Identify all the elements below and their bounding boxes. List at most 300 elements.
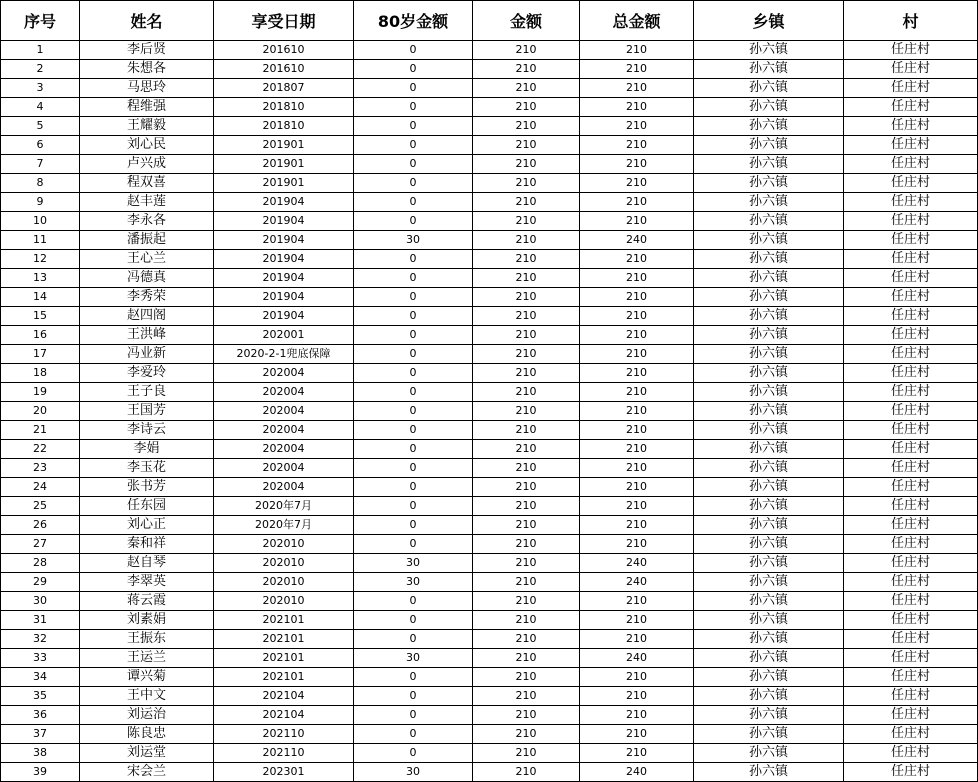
cell-start-date: 202101 xyxy=(214,630,354,649)
cell-age80-amount: 0 xyxy=(354,345,473,364)
cell-total-amount: 240 xyxy=(580,573,694,592)
cell-village: 任庄村 xyxy=(844,611,978,630)
cell-township: 孙六镇 xyxy=(694,630,844,649)
cell-age80-amount: 0 xyxy=(354,687,473,706)
cell-township: 孙六镇 xyxy=(694,364,844,383)
cell-village: 任庄村 xyxy=(844,516,978,535)
cell-total-amount: 210 xyxy=(580,611,694,630)
cell-amount: 210 xyxy=(473,117,580,136)
cell-start-date: 201904 xyxy=(214,212,354,231)
cell-start-date: 202101 xyxy=(214,649,354,668)
table-row xyxy=(1,725,978,744)
cell-township: 孙六镇 xyxy=(694,60,844,79)
cell-amount: 210 xyxy=(473,516,580,535)
cell-age80-amount: 0 xyxy=(354,459,473,478)
cell-age80-amount: 0 xyxy=(354,155,473,174)
header-cell-index: 序号 xyxy=(1,1,80,41)
cell-age80-amount: 0 xyxy=(354,136,473,155)
cell-amount: 210 xyxy=(473,459,580,478)
cell-township: 孙六镇 xyxy=(694,231,844,250)
cell-township: 孙六镇 xyxy=(694,554,844,573)
cell-name: 朱想各 xyxy=(80,60,214,79)
cell-township: 孙六镇 xyxy=(694,687,844,706)
cell-name: 刘运堂 xyxy=(80,744,214,763)
cell-amount: 210 xyxy=(473,60,580,79)
cell-index: 7 xyxy=(1,155,80,174)
cell-total-amount: 240 xyxy=(580,763,694,782)
cell-township: 孙六镇 xyxy=(694,516,844,535)
cell-amount: 210 xyxy=(473,307,580,326)
cell-township: 孙六镇 xyxy=(694,288,844,307)
table-row xyxy=(1,174,978,193)
cell-township: 孙六镇 xyxy=(694,497,844,516)
cell-age80-amount: 0 xyxy=(354,383,473,402)
cell-township: 孙六镇 xyxy=(694,478,844,497)
cell-start-date: 202004 xyxy=(214,383,354,402)
table-body xyxy=(1,41,978,782)
cell-total-amount: 210 xyxy=(580,174,694,193)
cell-total-amount: 210 xyxy=(580,383,694,402)
cell-village: 任庄村 xyxy=(844,79,978,98)
cell-amount: 210 xyxy=(473,706,580,725)
cell-name: 王振东 xyxy=(80,630,214,649)
cell-start-date: 201901 xyxy=(214,174,354,193)
cell-amount: 210 xyxy=(473,193,580,212)
cell-name: 李后贤 xyxy=(80,41,214,60)
table-row xyxy=(1,630,978,649)
cell-index: 27 xyxy=(1,535,80,554)
cell-village: 任庄村 xyxy=(844,649,978,668)
cell-township: 孙六镇 xyxy=(694,98,844,117)
cell-village: 任庄村 xyxy=(844,250,978,269)
cell-township: 孙六镇 xyxy=(694,117,844,136)
cell-name: 王子良 xyxy=(80,383,214,402)
table-row xyxy=(1,60,978,79)
cell-age80-amount: 0 xyxy=(354,440,473,459)
cell-age80-amount: 0 xyxy=(354,630,473,649)
cell-amount: 210 xyxy=(473,421,580,440)
cell-village: 任庄村 xyxy=(844,326,978,345)
cell-village: 任庄村 xyxy=(844,744,978,763)
cell-village: 任庄村 xyxy=(844,573,978,592)
header-cell-name: 姓名 xyxy=(80,1,214,41)
header-cell-start-date: 享受日期 xyxy=(214,1,354,41)
cell-age80-amount: 0 xyxy=(354,117,473,136)
cell-index: 32 xyxy=(1,630,80,649)
cell-age80-amount: 0 xyxy=(354,668,473,687)
cell-amount: 210 xyxy=(473,231,580,250)
table-row xyxy=(1,269,978,288)
cell-index: 23 xyxy=(1,459,80,478)
cell-name: 刘运治 xyxy=(80,706,214,725)
cell-start-date: 202101 xyxy=(214,668,354,687)
cell-total-amount: 210 xyxy=(580,288,694,307)
cell-township: 孙六镇 xyxy=(694,345,844,364)
cell-name: 谭兴菊 xyxy=(80,668,214,687)
cell-name: 赵自琴 xyxy=(80,554,214,573)
table-row xyxy=(1,516,978,535)
cell-age80-amount: 0 xyxy=(354,269,473,288)
cell-township: 孙六镇 xyxy=(694,535,844,554)
cell-total-amount: 210 xyxy=(580,79,694,98)
cell-age80-amount: 0 xyxy=(354,307,473,326)
cell-total-amount: 210 xyxy=(580,535,694,554)
cell-amount: 210 xyxy=(473,573,580,592)
cell-index: 5 xyxy=(1,117,80,136)
cell-township: 孙六镇 xyxy=(694,383,844,402)
cell-amount: 210 xyxy=(473,136,580,155)
table-row xyxy=(1,649,978,668)
cell-total-amount: 210 xyxy=(580,421,694,440)
cell-index: 4 xyxy=(1,98,80,117)
cell-start-date: 202004 xyxy=(214,478,354,497)
cell-age80-amount: 0 xyxy=(354,497,473,516)
cell-start-date: 2020年7月 xyxy=(214,497,354,516)
cell-start-date: 201904 xyxy=(214,269,354,288)
cell-amount: 210 xyxy=(473,174,580,193)
cell-name: 赵丰莲 xyxy=(80,193,214,212)
cell-township: 孙六镇 xyxy=(694,611,844,630)
table-row xyxy=(1,41,978,60)
cell-age80-amount: 0 xyxy=(354,98,473,117)
table-row xyxy=(1,383,978,402)
cell-index: 25 xyxy=(1,497,80,516)
cell-index: 34 xyxy=(1,668,80,687)
cell-age80-amount: 30 xyxy=(354,573,473,592)
cell-name: 李娟 xyxy=(80,440,214,459)
cell-village: 任庄村 xyxy=(844,288,978,307)
table-row xyxy=(1,611,978,630)
cell-total-amount: 240 xyxy=(580,231,694,250)
cell-amount: 210 xyxy=(473,535,580,554)
cell-township: 孙六镇 xyxy=(694,440,844,459)
table-row xyxy=(1,706,978,725)
cell-start-date: 202004 xyxy=(214,364,354,383)
cell-village: 任庄村 xyxy=(844,725,978,744)
cell-total-amount: 240 xyxy=(580,649,694,668)
cell-township: 孙六镇 xyxy=(694,763,844,782)
cell-township: 孙六镇 xyxy=(694,79,844,98)
cell-index: 31 xyxy=(1,611,80,630)
cell-name: 冯业新 xyxy=(80,345,214,364)
cell-start-date: 202004 xyxy=(214,402,354,421)
cell-name: 刘心正 xyxy=(80,516,214,535)
cell-index: 11 xyxy=(1,231,80,250)
table-row xyxy=(1,326,978,345)
table-row xyxy=(1,687,978,706)
table-row xyxy=(1,668,978,687)
cell-township: 孙六镇 xyxy=(694,744,844,763)
cell-name: 程双喜 xyxy=(80,174,214,193)
cell-name: 李诗云 xyxy=(80,421,214,440)
cell-village: 任庄村 xyxy=(844,269,978,288)
cell-village: 任庄村 xyxy=(844,630,978,649)
table-row xyxy=(1,592,978,611)
table-row xyxy=(1,345,978,364)
cell-name: 张书芳 xyxy=(80,478,214,497)
cell-total-amount: 210 xyxy=(580,250,694,269)
header-row xyxy=(1,1,978,41)
cell-amount: 210 xyxy=(473,668,580,687)
cell-amount: 210 xyxy=(473,383,580,402)
cell-name: 蒋云霞 xyxy=(80,592,214,611)
cell-index: 19 xyxy=(1,383,80,402)
cell-start-date: 201901 xyxy=(214,136,354,155)
table-header xyxy=(1,1,978,41)
cell-age80-amount: 30 xyxy=(354,554,473,573)
cell-name: 王中文 xyxy=(80,687,214,706)
cell-township: 孙六镇 xyxy=(694,269,844,288)
cell-start-date: 2020年7月 xyxy=(214,516,354,535)
cell-index: 10 xyxy=(1,212,80,231)
cell-village: 任庄村 xyxy=(844,497,978,516)
cell-index: 24 xyxy=(1,478,80,497)
cell-total-amount: 210 xyxy=(580,440,694,459)
table-row xyxy=(1,250,978,269)
cell-name: 王国芳 xyxy=(80,402,214,421)
cell-village: 任庄村 xyxy=(844,174,978,193)
cell-start-date: 201610 xyxy=(214,41,354,60)
cell-age80-amount: 0 xyxy=(354,41,473,60)
cell-amount: 210 xyxy=(473,687,580,706)
table-row xyxy=(1,478,978,497)
cell-amount: 210 xyxy=(473,592,580,611)
cell-village: 任庄村 xyxy=(844,763,978,782)
cell-age80-amount: 0 xyxy=(354,402,473,421)
cell-age80-amount: 0 xyxy=(354,592,473,611)
cell-amount: 210 xyxy=(473,364,580,383)
table-row xyxy=(1,136,978,155)
cell-amount: 210 xyxy=(473,630,580,649)
cell-start-date: 202110 xyxy=(214,725,354,744)
cell-village: 任庄村 xyxy=(844,98,978,117)
cell-age80-amount: 0 xyxy=(354,421,473,440)
cell-name: 任东园 xyxy=(80,497,214,516)
cell-name: 程维强 xyxy=(80,98,214,117)
cell-index: 21 xyxy=(1,421,80,440)
cell-total-amount: 210 xyxy=(580,269,694,288)
cell-township: 孙六镇 xyxy=(694,573,844,592)
cell-index: 2 xyxy=(1,60,80,79)
cell-start-date: 201904 xyxy=(214,250,354,269)
cell-township: 孙六镇 xyxy=(694,592,844,611)
cell-start-date: 202010 xyxy=(214,535,354,554)
cell-amount: 210 xyxy=(473,345,580,364)
cell-age80-amount: 0 xyxy=(354,516,473,535)
cell-name: 李翠英 xyxy=(80,573,214,592)
table-row xyxy=(1,155,978,174)
cell-total-amount: 210 xyxy=(580,193,694,212)
cell-name: 秦和祥 xyxy=(80,535,214,554)
cell-name: 赵四阁 xyxy=(80,307,214,326)
cell-amount: 210 xyxy=(473,497,580,516)
cell-index: 8 xyxy=(1,174,80,193)
cell-amount: 210 xyxy=(473,98,580,117)
cell-total-amount: 210 xyxy=(580,136,694,155)
cell-name: 冯德真 xyxy=(80,269,214,288)
cell-name: 卢兴成 xyxy=(80,155,214,174)
cell-start-date: 202110 xyxy=(214,744,354,763)
cell-index: 38 xyxy=(1,744,80,763)
cell-township: 孙六镇 xyxy=(694,459,844,478)
cell-total-amount: 210 xyxy=(580,345,694,364)
table-row xyxy=(1,554,978,573)
cell-index: 6 xyxy=(1,136,80,155)
header-cell-amount: 金额 xyxy=(473,1,580,41)
cell-age80-amount: 0 xyxy=(354,535,473,554)
header-cell-village: 村 xyxy=(844,1,978,41)
cell-township: 孙六镇 xyxy=(694,307,844,326)
cell-age80-amount: 0 xyxy=(354,725,473,744)
cell-index: 12 xyxy=(1,250,80,269)
cell-total-amount: 210 xyxy=(580,516,694,535)
cell-index: 18 xyxy=(1,364,80,383)
table-row xyxy=(1,440,978,459)
header-cell-age80-amount: 80岁金额 xyxy=(354,1,473,41)
cell-index: 36 xyxy=(1,706,80,725)
cell-start-date: 202010 xyxy=(214,554,354,573)
cell-start-date: 202004 xyxy=(214,421,354,440)
cell-township: 孙六镇 xyxy=(694,193,844,212)
cell-total-amount: 210 xyxy=(580,212,694,231)
cell-total-amount: 210 xyxy=(580,687,694,706)
cell-age80-amount: 0 xyxy=(354,744,473,763)
cell-age80-amount: 30 xyxy=(354,763,473,782)
cell-start-date: 202101 xyxy=(214,611,354,630)
cell-village: 任庄村 xyxy=(844,440,978,459)
cell-index: 39 xyxy=(1,763,80,782)
cell-village: 任庄村 xyxy=(844,687,978,706)
cell-amount: 210 xyxy=(473,155,580,174)
table-row xyxy=(1,744,978,763)
cell-village: 任庄村 xyxy=(844,60,978,79)
cell-age80-amount: 30 xyxy=(354,649,473,668)
cell-start-date: 201810 xyxy=(214,98,354,117)
cell-village: 任庄村 xyxy=(844,41,978,60)
cell-index: 16 xyxy=(1,326,80,345)
cell-amount: 210 xyxy=(473,326,580,345)
table-row xyxy=(1,535,978,554)
cell-total-amount: 210 xyxy=(580,155,694,174)
cell-village: 任庄村 xyxy=(844,231,978,250)
header-cell-total-amount: 总金额 xyxy=(580,1,694,41)
cell-start-date: 202010 xyxy=(214,573,354,592)
cell-age80-amount: 0 xyxy=(354,174,473,193)
cell-township: 孙六镇 xyxy=(694,41,844,60)
cell-township: 孙六镇 xyxy=(694,706,844,725)
cell-age80-amount: 0 xyxy=(354,364,473,383)
cell-township: 孙六镇 xyxy=(694,155,844,174)
cell-total-amount: 210 xyxy=(580,706,694,725)
cell-village: 任庄村 xyxy=(844,212,978,231)
cell-total-amount: 210 xyxy=(580,725,694,744)
cell-village: 任庄村 xyxy=(844,592,978,611)
cell-name: 刘心民 xyxy=(80,136,214,155)
table-row xyxy=(1,193,978,212)
cell-name: 李爱玲 xyxy=(80,364,214,383)
table-row xyxy=(1,117,978,136)
cell-start-date: 202004 xyxy=(214,440,354,459)
cell-start-date: 201904 xyxy=(214,307,354,326)
cell-start-date: 202301 xyxy=(214,763,354,782)
cell-index: 14 xyxy=(1,288,80,307)
cell-village: 任庄村 xyxy=(844,345,978,364)
cell-name: 马思玲 xyxy=(80,79,214,98)
cell-name: 王洪峰 xyxy=(80,326,214,345)
cell-age80-amount: 0 xyxy=(354,288,473,307)
cell-amount: 210 xyxy=(473,288,580,307)
cell-start-date: 202004 xyxy=(214,459,354,478)
cell-total-amount: 210 xyxy=(580,98,694,117)
cell-total-amount: 210 xyxy=(580,326,694,345)
table-row xyxy=(1,288,978,307)
cell-age80-amount: 0 xyxy=(354,478,473,497)
cell-name: 宋会兰 xyxy=(80,763,214,782)
cell-village: 任庄村 xyxy=(844,554,978,573)
cell-amount: 210 xyxy=(473,611,580,630)
table-row xyxy=(1,212,978,231)
cell-township: 孙六镇 xyxy=(694,250,844,269)
cell-name: 潘振起 xyxy=(80,231,214,250)
header-cell-township: 乡镇 xyxy=(694,1,844,41)
cell-township: 孙六镇 xyxy=(694,326,844,345)
cell-total-amount: 210 xyxy=(580,307,694,326)
cell-total-amount: 210 xyxy=(580,592,694,611)
cell-total-amount: 210 xyxy=(580,402,694,421)
cell-total-amount: 210 xyxy=(580,478,694,497)
cell-age80-amount: 0 xyxy=(354,60,473,79)
table-row xyxy=(1,79,978,98)
cell-start-date: 202104 xyxy=(214,687,354,706)
cell-age80-amount: 30 xyxy=(354,231,473,250)
cell-township: 孙六镇 xyxy=(694,649,844,668)
cell-township: 孙六镇 xyxy=(694,668,844,687)
cell-total-amount: 210 xyxy=(580,117,694,136)
cell-village: 任庄村 xyxy=(844,459,978,478)
cell-age80-amount: 0 xyxy=(354,250,473,269)
cell-index: 33 xyxy=(1,649,80,668)
cell-village: 任庄村 xyxy=(844,193,978,212)
cell-total-amount: 210 xyxy=(580,497,694,516)
cell-start-date: 201807 xyxy=(214,79,354,98)
cell-name: 李永各 xyxy=(80,212,214,231)
cell-township: 孙六镇 xyxy=(694,421,844,440)
cell-amount: 210 xyxy=(473,79,580,98)
cell-index: 13 xyxy=(1,269,80,288)
cell-total-amount: 240 xyxy=(580,554,694,573)
cell-total-amount: 210 xyxy=(580,630,694,649)
cell-start-date: 201610 xyxy=(214,60,354,79)
cell-village: 任庄村 xyxy=(844,535,978,554)
table-row xyxy=(1,459,978,478)
cell-total-amount: 210 xyxy=(580,41,694,60)
cell-village: 任庄村 xyxy=(844,668,978,687)
cell-total-amount: 210 xyxy=(580,668,694,687)
cell-index: 20 xyxy=(1,402,80,421)
cell-index: 17 xyxy=(1,345,80,364)
cell-amount: 210 xyxy=(473,250,580,269)
cell-township: 孙六镇 xyxy=(694,174,844,193)
cell-village: 任庄村 xyxy=(844,383,978,402)
cell-index: 35 xyxy=(1,687,80,706)
cell-name: 王心兰 xyxy=(80,250,214,269)
cell-start-date: 201901 xyxy=(214,155,354,174)
cell-index: 26 xyxy=(1,516,80,535)
table-row xyxy=(1,231,978,250)
cell-index: 22 xyxy=(1,440,80,459)
cell-amount: 210 xyxy=(473,554,580,573)
cell-name: 李玉花 xyxy=(80,459,214,478)
